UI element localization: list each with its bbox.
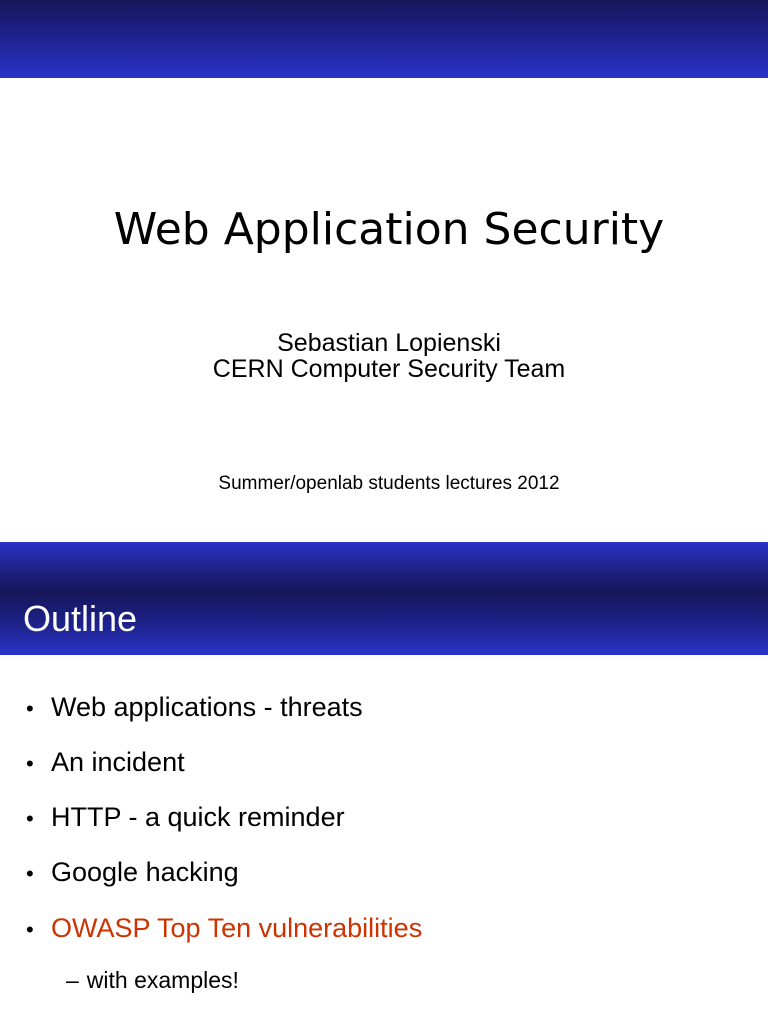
author-block [0,330,768,382]
slide-top-banner [0,0,768,78]
list-item-highlighted [26,913,422,944]
bullet-icon: • [26,696,34,721]
list-item [26,692,363,723]
outline-slide [0,542,768,1024]
bullet-icon: • [26,806,34,831]
list-item-label: OWASP Top Ten vulnerabilities [51,913,423,943]
bullet-icon: • [26,917,34,942]
sub-list-item [66,967,239,994]
list-item-label: Web applications - threats [51,692,363,722]
slide-title: Outline [23,598,138,639]
list-item-label: Google hacking [51,857,239,887]
sub-bullet-icon: – [66,967,79,993]
presentation-title: Web Application Security [113,204,665,255]
slide-header-banner [0,542,768,655]
sub-list-item-label: with examples! [86,967,239,993]
list-item [26,857,239,888]
list-item-label: HTTP - a quick reminder [51,802,345,832]
list-item [26,747,185,778]
list-item-label: An incident [51,747,185,777]
bullet-icon: • [26,751,34,776]
event-subtitle: Summer/openlab students lectures 2012 [218,473,560,494]
author-name: Sebastian Lopienski [277,329,501,357]
list-item [26,802,345,833]
author-team: CERN Computer Security Team [212,355,566,383]
bullet-icon: • [26,861,34,886]
